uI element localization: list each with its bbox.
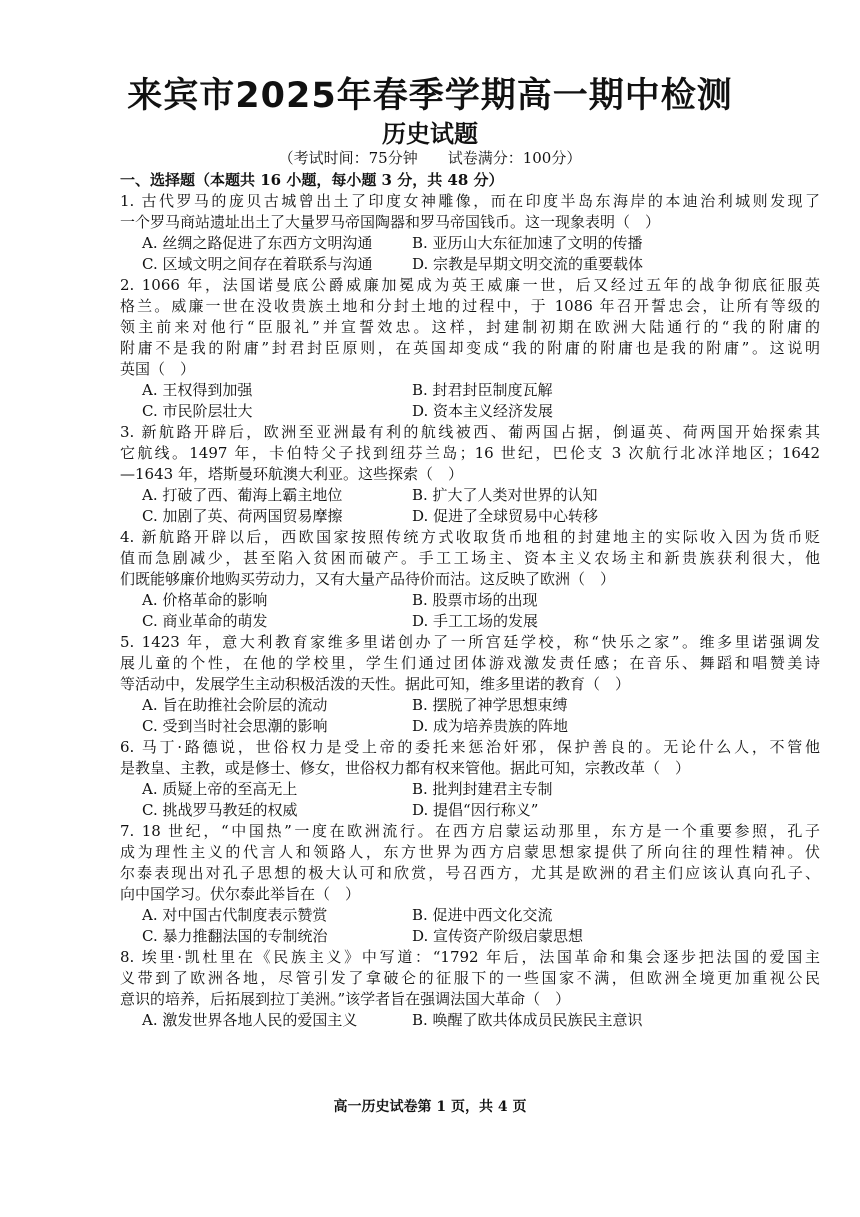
question-stem-line: 7. 18 世纪，“中国热”一度在欧洲流行。在西方启蒙运动那里，东方是一个重要参照，孔子 (120, 822, 820, 840)
question-stem-line: 6. 马丁·路德说，世俗权力是受上帝的委托来惩治奸邪，保护善良的。无论什么人，不管他 (120, 738, 820, 756)
option-row (120, 926, 820, 947)
question-stem-line: 尔泰表现出对孔子思想的极大认可和欣赏，号召西方，尤其是欧洲的君主们应该认真向孔子、 (120, 864, 820, 882)
answer-option[interactable]: C. 加剧了英、荷两国贸易摩擦 (142, 507, 343, 525)
option-row (120, 800, 820, 821)
option-row (120, 254, 820, 275)
answer-option[interactable]: D. 宗教是早期文明交流的重要载体 (412, 255, 644, 273)
answer-option[interactable]: A. 对中国古代制度表示赞赏 (142, 906, 328, 924)
exam-info: （考试时间：75分钟 试卷满分：100分） (278, 149, 582, 167)
answer-option[interactable]: C. 区域文明之间存在着联系与沟通 (142, 255, 373, 273)
question-3 (120, 422, 820, 527)
answer-option[interactable]: C. 市民阶层壮大 (142, 402, 253, 420)
question-stem-line: 2. 1066 年，法国诺曼底公爵威廉加冕成为英王威廉一世，后又经过五年的战争彻底征服英 (120, 276, 820, 294)
question-area (120, 170, 820, 1031)
section-heading: 一、选择题（本题共 16 小题，每小题 3 分，共 48 分） (120, 171, 504, 189)
question-stem-line: 等活动中，发展学生主动积极活泼的天性。据此可知，维多里诺的教育（ ） (120, 675, 631, 693)
answer-option[interactable]: A. 激发世界各地人民的爱国主义 (142, 1011, 358, 1029)
option-row (120, 380, 820, 401)
answer-option[interactable]: C. 商业革命的萌发 (142, 612, 268, 630)
option-row (120, 485, 820, 506)
question-stem-line: 英国（ ） (120, 360, 196, 378)
exam-title: 来宾市2025年春季学期高一期中检测 (127, 76, 733, 116)
option-row (120, 716, 820, 737)
question-stem-line: 展儿童的个性，在他的学校里，学生们通过团体游戏激发责任感；在音乐、舞蹈和唱赞美诗 (120, 654, 820, 672)
question-stem-line: 3. 新航路开辟后，欧洲至亚洲最有利的航线被西、葡两国占据，倒逼英、荷两国开始探索其 (120, 423, 820, 441)
question-stem-line: 一个罗马商站遗址出土了大量罗马帝国陶器和罗马帝国钱币。这一现象表明（ ） (120, 213, 661, 231)
answer-option[interactable]: B. 唤醒了欧共体成员民族民主意识 (412, 1011, 643, 1029)
answer-option[interactable]: C. 受到当时社会思潮的影响 (142, 717, 328, 735)
option-row (120, 905, 820, 926)
question-stem-line: 值而急剧减少，甚至陷入贫困而破产。手工工场主、资本主义农场主和新贵族获利很大，他 (120, 549, 820, 567)
option-row (120, 1010, 820, 1031)
answer-option[interactable]: B. 股票市场的出现 (412, 591, 538, 609)
option-row (120, 611, 820, 632)
option-row (120, 590, 820, 611)
answer-option[interactable]: A. 打破了西、葡海上霸主地位 (142, 486, 343, 504)
answer-option[interactable]: B. 促进中西文化交流 (412, 906, 553, 924)
question-stem-line: 格兰。威廉一世在没收贵族土地和分封土地的过程中，于 1086 年召开誓忠会，让所有等级的 (120, 297, 820, 315)
answer-option[interactable]: A. 质疑上帝的至高无上 (142, 780, 298, 798)
option-row (120, 401, 820, 422)
option-row (120, 233, 820, 254)
question-stem-line: 义带到了欧洲各地，尽管引发了拿破仑的征服下的一些国家不满，但欧洲全境更加重视公民 (120, 969, 820, 987)
question-8 (120, 947, 820, 1031)
answer-option[interactable]: D. 资本主义经济发展 (412, 402, 554, 420)
option-row (120, 695, 820, 716)
answer-option[interactable]: B. 扩大了人类对世界的认知 (412, 486, 598, 504)
answer-option[interactable]: A. 丝绸之路促进了东西方文明沟通 (142, 234, 373, 252)
answer-option[interactable]: D. 宣传资产阶级启蒙思想 (412, 927, 584, 945)
question-stem-line: 附庸不是我的附庸”封君封臣原则，在英国却变成“我的附庸的附庸也是我的附庸”。这说明 (120, 339, 820, 357)
option-row (120, 779, 820, 800)
question-4 (120, 527, 820, 632)
answer-option[interactable]: A. 旨在助推社会阶层的流动 (142, 696, 328, 714)
question-stem-line: 4. 新航路开辟以后，西欧国家按照传统方式收取货币地租的封建地主的实际收入因为货币贬 (120, 528, 820, 546)
answer-option[interactable]: D. 成为培养贵族的阵地 (412, 717, 569, 735)
page-footer: 高一历史试卷第 1 页，共 4 页 (333, 1099, 527, 1115)
answer-option[interactable]: B. 批判封建君主专制 (412, 780, 553, 798)
question-stem-line: 意识的培养，后拓展到拉丁美洲。”该学者旨在强调法国大革命（ ） (120, 990, 571, 1008)
question-stem-line: 它航线。1497 年，卡伯特父子找到纽芬兰岛；16 世纪，巴伦支 3 次航行北冰洋地区；1642 (120, 444, 820, 462)
answer-option[interactable]: A. 王权得到加强 (142, 381, 253, 399)
answer-option[interactable]: B. 封君封臣制度瓦解 (412, 381, 553, 399)
question-stem-line: 8. 埃里·凯杜里在《民族主义》中写道：“1792 年后，法国革命和集会逐步把法国的爱国主 (120, 948, 820, 966)
question-stem-line: 领主前来对他行“臣服礼”并宣誓效忠。这样，封建制初期在欧洲大陆通行的“我的附庸的 (120, 318, 820, 336)
question-stem-line: 成为理性主义的代言人和领路人，东方世界为西方启蒙思想家提供了所向往的理性精神。伏 (120, 843, 820, 861)
question-6 (120, 737, 820, 821)
question-stem-line: 5. 1423 年，意大利教育家维多里诺创办了一所宫廷学校，称“快乐之家”。维多里诺强调发 (120, 633, 820, 651)
question-stem-line: —1643 年，塔斯曼环航澳大利亚。这些探索（ ） (120, 465, 463, 483)
answer-option[interactable]: A. 价格革命的影响 (142, 591, 268, 609)
question-stem-line: 向中国学习。伏尔泰此举旨在（ ） (120, 885, 361, 903)
answer-option[interactable]: D. 促进了全球贸易中心转移 (412, 507, 599, 525)
answer-option[interactable]: B. 摆脱了神学思想束缚 (412, 696, 568, 714)
option-row (120, 506, 820, 527)
question-stem-line: 1. 古代罗马的庞贝古城曾出土了印度女神雕像，而在印度半岛东海岸的本迪治利城则发现了 (120, 192, 820, 210)
question-stem-line: 们既能够廉价地购买劳动力，又有大量产品待价而沽。这反映了欧洲（ ） (120, 570, 616, 588)
question-5 (120, 632, 820, 737)
answer-option[interactable]: D. 提倡“因行称义” (412, 801, 539, 819)
question-7 (120, 821, 820, 947)
answer-option[interactable]: B. 亚历山大东征加速了文明的传播 (412, 234, 643, 252)
answer-option[interactable]: D. 手工工场的发展 (412, 612, 539, 630)
answer-option[interactable]: C. 挑战罗马教廷的权威 (142, 801, 298, 819)
question-1 (120, 191, 820, 275)
question-2 (120, 275, 820, 422)
answer-option[interactable]: C. 暴力推翻法国的专制统治 (142, 927, 328, 945)
question-stem-line: 是教皇、主教，或是修士、修女，世俗权力都有权来管他。据此可知，宗教改革（ ） (120, 759, 691, 777)
exam-subtitle: 历史试题 (382, 119, 478, 148)
